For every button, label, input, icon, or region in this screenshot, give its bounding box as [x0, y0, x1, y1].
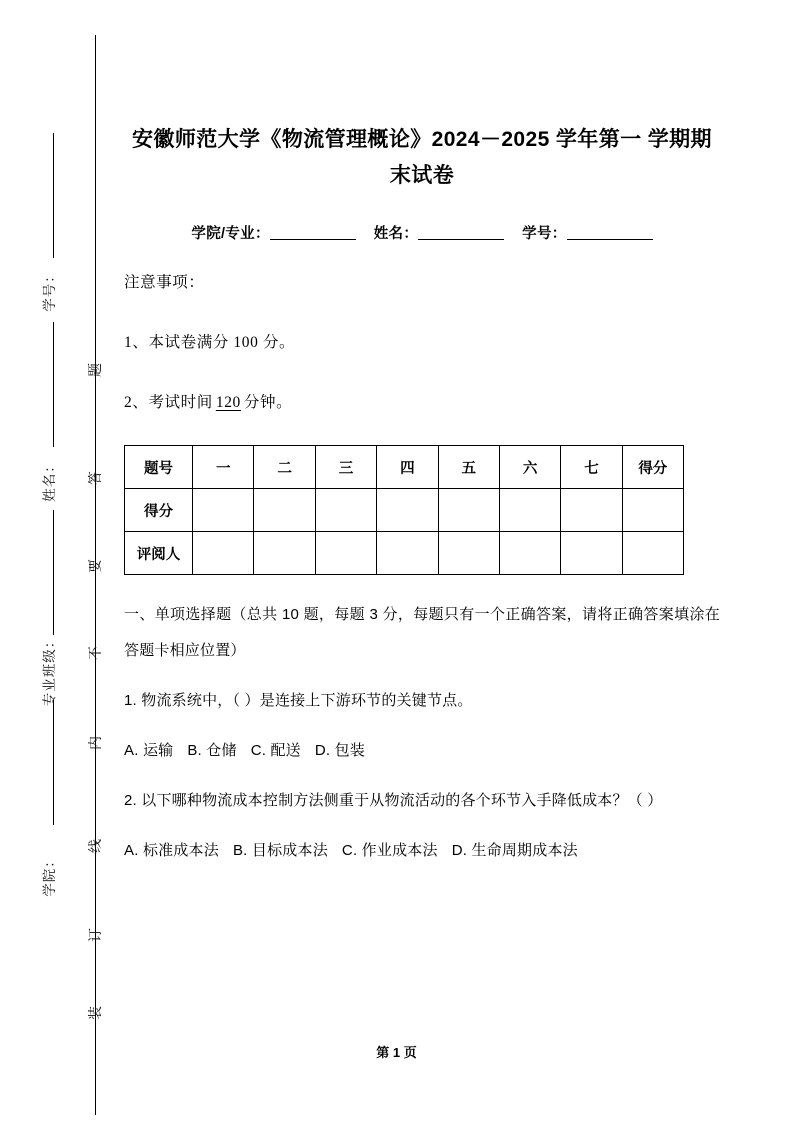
score-cell-blank[interactable]	[561, 532, 622, 575]
binding-phrase-char-1: 题	[89, 363, 104, 377]
student-id-label: 学号：	[522, 226, 567, 242]
document-body	[124, 0, 720, 869]
option-a[interactable]: A. 运输	[124, 742, 174, 759]
score-cell: 三	[315, 446, 376, 489]
college-major-blank[interactable]	[270, 239, 356, 240]
score-cell-blank[interactable]	[193, 489, 254, 532]
binding-phrase-char-4: 不	[89, 646, 104, 660]
score-cell-blank[interactable]	[438, 489, 499, 532]
binding-phrase-char-5: 内	[89, 736, 104, 750]
score-cell-blank[interactable]	[377, 489, 438, 532]
name-blank[interactable]	[418, 239, 504, 240]
binding-margin	[0, 0, 112, 1122]
binding-outer-rule-segment-1	[53, 133, 54, 258]
score-cell-blank[interactable]	[315, 489, 376, 532]
binding-phrase-char-2: 答	[89, 471, 104, 485]
margin-label-student-id: 学号：	[42, 268, 57, 312]
option-b[interactable]: B. 仓储	[187, 742, 237, 759]
question-stem-2: 2. 以下哪种物流成本控制方法侧重于从物流活动的各个环节入手降低成本？（ ）	[124, 792, 663, 809]
question-options-1	[124, 733, 720, 769]
option-c[interactable]: C. 配送	[250, 742, 301, 759]
margin-label-name: 姓名：	[42, 458, 57, 502]
page-title-line-1: 安徽师范大学《物流管理概论》2024－2025 学年第一	[132, 128, 642, 151]
score-row-header: 得分	[125, 489, 193, 532]
score-cell: 四	[377, 446, 438, 489]
name-label: 姓名：	[373, 226, 419, 242]
binding-phrase-char-8: 装	[89, 1006, 104, 1020]
student-info-line	[124, 222, 720, 243]
score-cell-blank[interactable]	[499, 532, 560, 575]
notes-item-2-suffix: 分钟。	[243, 394, 293, 411]
question-stem-1: 1. 物流系统中，（ ）是连接上下游环节的关键节点。	[124, 692, 473, 709]
exam-duration-value: 120	[215, 394, 241, 411]
score-cell-blank[interactable]	[561, 489, 622, 532]
table-row	[125, 532, 684, 575]
score-cell-blank[interactable]	[499, 489, 560, 532]
college-major-label: 学院/专业：	[191, 226, 270, 242]
student-id-blank[interactable]	[567, 239, 653, 240]
score-cell-blank[interactable]	[622, 489, 683, 532]
score-cell: 得分	[622, 446, 683, 489]
notes-item-2	[124, 393, 720, 413]
option-b[interactable]: B. 目标成本法	[232, 842, 328, 859]
score-cell: 二	[254, 446, 315, 489]
score-row-header: 评阅人	[125, 532, 193, 575]
table-row	[125, 446, 684, 489]
notes-heading: 注意事项：	[124, 274, 205, 291]
binding-phrase-char-3: 要	[89, 559, 104, 573]
notes-item-1: 1、本试卷满分 100 分。	[124, 334, 296, 351]
section-heading-1: 一、单项选择题（总共 10 题，每题 3 分，每题只有一个正确答案，请将正确答案填涂在答题卡相应位置）	[124, 606, 720, 659]
option-c[interactable]: C. 作业成本法	[341, 842, 438, 859]
page-title	[124, 0, 720, 194]
page-title-line-2: 学期期末试卷	[389, 128, 712, 187]
page-footer: 第 1 页	[376, 1045, 417, 1060]
question-options-2	[124, 833, 720, 869]
score-cell-blank[interactable]	[315, 532, 376, 575]
binding-phrase-char-6: 线	[89, 839, 104, 853]
table-row	[125, 489, 684, 532]
score-row-header: 题号	[125, 446, 193, 489]
notes-item-2-prefix: 2、考试时间	[124, 394, 213, 411]
score-cell-blank[interactable]	[622, 532, 683, 575]
score-cell-blank[interactable]	[254, 489, 315, 532]
option-a[interactable]: A. 标准成本法	[124, 842, 219, 859]
score-cell: 五	[438, 446, 499, 489]
score-cell-blank[interactable]	[438, 532, 499, 575]
score-cell-blank[interactable]	[377, 532, 438, 575]
score-table	[124, 445, 684, 575]
option-d[interactable]: D. 生命周期成本法	[451, 842, 578, 859]
binding-phrase-char-7: 订	[89, 928, 104, 942]
binding-outer-rule-segment-3	[53, 510, 54, 635]
option-d[interactable]: D. 包装	[314, 742, 366, 759]
binding-outer-rule-segment-2	[53, 322, 54, 447]
score-cell-blank[interactable]	[254, 532, 315, 575]
score-cell: 一	[193, 446, 254, 489]
margin-label-class: 专业班级：	[42, 633, 57, 707]
score-cell: 七	[561, 446, 622, 489]
score-cell-blank[interactable]	[193, 532, 254, 575]
score-cell: 六	[499, 446, 560, 489]
margin-label-college: 学院：	[42, 853, 57, 897]
